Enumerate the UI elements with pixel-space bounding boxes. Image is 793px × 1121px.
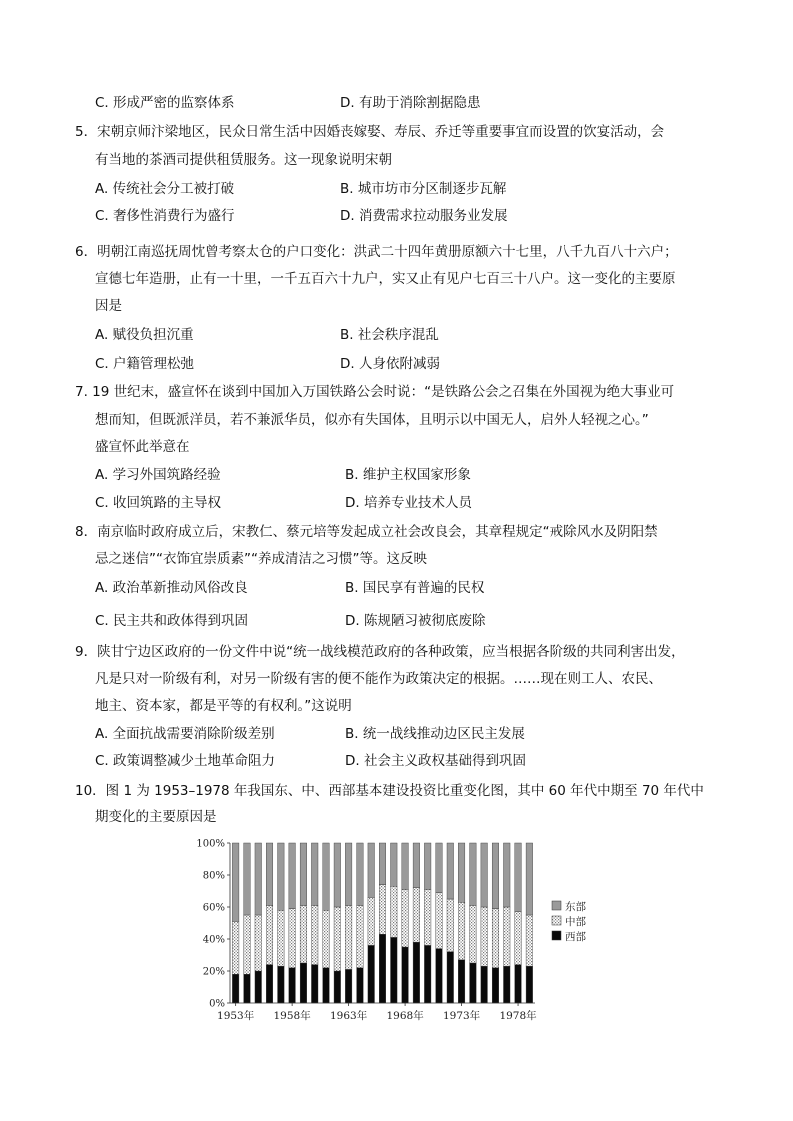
bar-东部-1961 — [323, 843, 330, 910]
bar-东部-1978 — [515, 843, 522, 912]
bar-西部-1957 — [278, 966, 285, 1003]
bar-西部-1975 — [481, 966, 488, 1003]
q9-option-b: B. 统一战线推动边区民主发展 — [345, 726, 525, 742]
bar-中部-1962 — [334, 907, 341, 971]
bar-西部-1979 — [526, 966, 533, 1003]
q4-option-d: D. 有助于消除割据隐患 — [340, 95, 481, 111]
q5-option-d: D. 消费需求拉动服务业发展 — [340, 208, 508, 224]
bar-中部-1977 — [503, 907, 510, 966]
x-tick-label: 1958年 — [273, 1010, 311, 1022]
bar-西部-1960 — [311, 965, 318, 1003]
legend-label-西部: 西部 — [565, 931, 586, 943]
legend-label-中部: 中部 — [565, 916, 586, 928]
q9-stem-line1: 9．陕甘宁边区政府的一份文件中说“统一战线模范政府的各种政策，应当根据各阶级的共同利害出发， — [75, 644, 685, 660]
bar-中部-1970 — [424, 889, 431, 945]
q5-stem-line1: 5．宋朝京师汴梁地区，民众日常生活中因婚丧嫁娶、寿辰、乔迁等重要事宜而设置的饮宴活动，会 — [75, 124, 665, 140]
bar-西部-1972 — [447, 952, 454, 1003]
bar-中部-1954 — [244, 915, 251, 974]
q9-option-d: D. 社会主义政权基础得到巩固 — [345, 753, 526, 769]
bar-东部-1956 — [266, 843, 273, 905]
bar-东部-1957 — [278, 843, 285, 910]
bar-中部-1963 — [345, 905, 352, 969]
bar-中部-1976 — [492, 909, 499, 968]
bar-西部-1977 — [503, 966, 510, 1003]
q7-stem-line2: 想而知，但既派洋员，若不兼派华员，似亦有失国体，且明示以中国无人，启外人轻视之心。” — [95, 412, 649, 428]
q6-stem-line2: 宣德七年造册，止有一十里，一千五百六十九户，实又止有见户七百三十八户。这一变化的主要原 — [95, 271, 676, 287]
bar-西部-1963 — [345, 969, 352, 1003]
q8-option-a: A. 政治革新推动风俗改良 — [95, 580, 248, 596]
bar-东部-1963 — [345, 843, 352, 905]
bar-西部-1967 — [391, 937, 398, 1003]
bar-中部-1967 — [391, 886, 398, 937]
y-tick-label: 60% — [202, 902, 225, 914]
q4-option-c: C. 形成严密的监察体系 — [95, 95, 235, 111]
q7-stem-line1: 7. 19 世纪末，盛宣怀在谈到中国加入万国铁路公会时说：“是铁路公会之召集在外国视为绝大事业可 — [75, 384, 675, 400]
bar-东部-1968 — [402, 843, 409, 889]
bar-东部-1953 — [232, 843, 239, 921]
q9-stem-line2: 凡是只对一阶级有利，对另一阶级有害的便不能作为政策决定的根据。……现在则工人、农民、 — [95, 671, 662, 687]
bar-中部-1957 — [278, 910, 285, 966]
bar-东部-1967 — [391, 843, 398, 886]
q6-stem-line1: 6．明朝江南巡抚周忱曾考察太仓的户口变化：洪武二十四年黄册原额六十七里，八千九百八十六户； — [75, 244, 678, 260]
bar-西部-1959 — [300, 963, 307, 1003]
bar-东部-1959 — [300, 843, 307, 905]
bar-西部-1966 — [379, 934, 386, 1003]
legend-swatch-西部 — [552, 931, 561, 940]
bar-中部-1961 — [323, 910, 330, 968]
q10-stem-line1: 10．图 1 为 1953–1978 年我国东、中、西部基本建设投资比重变化图，其中 60 年代中期至 70 年代中 — [75, 783, 704, 799]
q6-option-a: A. 赋役负担沉重 — [95, 327, 194, 343]
y-tick-label: 0% — [209, 998, 225, 1010]
q9-option-c: C. 政策调整减少土地革命阻力 — [95, 753, 276, 769]
q7-option-b: B. 维护主权国家形象 — [345, 467, 471, 483]
bar-西部-1978 — [515, 965, 522, 1003]
bar-中部-1974 — [470, 905, 477, 963]
q6-option-b: B. 社会秩序混乱 — [340, 327, 439, 343]
q6-stem-line3: 因是 — [95, 298, 122, 314]
bar-西部-1965 — [368, 945, 375, 1003]
bar-中部-1959 — [300, 905, 307, 963]
bar-东部-1966 — [379, 843, 386, 885]
bar-西部-1961 — [323, 968, 330, 1003]
q6-option-c: C. 户籍管理松弛 — [95, 356, 195, 372]
y-tick-label: 40% — [202, 934, 225, 946]
bar-东部-1958 — [289, 843, 296, 909]
legend-swatch-东部 — [552, 901, 561, 910]
bar-中部-1956 — [266, 905, 273, 964]
y-tick-label: 80% — [202, 870, 225, 882]
q8-option-c: C. 民主共和政体得到巩固 — [95, 613, 249, 629]
bar-西部-1968 — [402, 947, 409, 1003]
bar-中部-1955 — [255, 915, 262, 971]
q5-stem-line2: 有当地的茶酒司提供租赁服务。这一现象说明宋朝 — [95, 152, 392, 168]
bar-西部-1976 — [492, 968, 499, 1003]
bar-西部-1956 — [266, 965, 273, 1003]
bar-东部-1977 — [503, 843, 510, 907]
bar-西部-1973 — [458, 960, 465, 1003]
bar-东部-1972 — [447, 843, 454, 899]
bar-东部-1960 — [311, 843, 318, 905]
bar-西部-1969 — [413, 942, 420, 1003]
investment-share-chart — [195, 835, 615, 1030]
q7-option-a: A. 学习外国筑路经验 — [95, 467, 221, 483]
bar-东部-1962 — [334, 843, 341, 907]
q7-option-d: D. 培养专业技术人员 — [345, 495, 472, 511]
bar-中部-1966 — [379, 885, 386, 935]
bar-西部-1954 — [244, 974, 251, 1003]
x-tick-label: 1963年 — [329, 1010, 368, 1022]
x-tick-label: 1968年 — [386, 1010, 424, 1022]
q8-option-d: D. 陈规陋习被彻底废除 — [345, 613, 486, 629]
x-tick-label: 1978年 — [499, 1010, 537, 1022]
x-tick-label: 1953年 — [217, 1010, 255, 1022]
x-tick-label: 1973年 — [442, 1010, 481, 1022]
bar-中部-1964 — [357, 905, 364, 967]
bar-中部-1958 — [289, 909, 296, 968]
bar-西部-1958 — [289, 968, 296, 1003]
bar-中部-1971 — [436, 893, 443, 949]
bar-中部-1973 — [458, 902, 465, 960]
bar-中部-1965 — [368, 897, 375, 945]
q5-option-b: B. 城市坊市分区制逐步瓦解 — [340, 181, 507, 197]
q5-option-c: C. 奢侈性消费行为盛行 — [95, 208, 235, 224]
legend-swatch-中部 — [552, 916, 561, 925]
bar-东部-1955 — [255, 843, 262, 915]
bar-中部-1975 — [481, 907, 488, 966]
bar-东部-1970 — [424, 843, 431, 889]
bar-东部-1971 — [436, 843, 443, 893]
q9-option-a: A. 全面抗战需要消除阶级差别 — [95, 726, 275, 742]
bar-西部-1964 — [357, 968, 364, 1003]
legend-label-东部: 东部 — [565, 901, 586, 913]
bar-中部-1978 — [515, 912, 522, 965]
q6-option-d: D. 人身依附减弱 — [340, 356, 440, 372]
bar-西部-1970 — [424, 945, 431, 1003]
bar-东部-1976 — [492, 843, 499, 909]
bar-西部-1953 — [232, 974, 239, 1003]
bar-东部-1954 — [244, 843, 251, 915]
bar-东部-1964 — [357, 843, 364, 905]
bar-东部-1979 — [526, 843, 533, 915]
bar-中部-1960 — [311, 905, 318, 964]
q9-stem-line3: 地主、资本家，都是平等的有权利。”这说明 — [95, 698, 352, 714]
q7-option-c: C. 收回筑路的主导权 — [95, 495, 222, 511]
bar-中部-1972 — [447, 899, 454, 952]
bar-西部-1955 — [255, 971, 262, 1003]
bar-西部-1962 — [334, 971, 341, 1003]
y-tick-label: 20% — [202, 966, 225, 978]
q10-stem-line2: 期变化的主要原因是 — [95, 809, 217, 825]
q5-option-a: A. 传统社会分工被打破 — [95, 181, 235, 197]
bar-东部-1965 — [368, 843, 375, 897]
y-tick-label: 100% — [196, 838, 225, 850]
bar-中部-1979 — [526, 915, 533, 966]
q7-stem-line3: 盛宣怀此举意在 — [95, 439, 190, 455]
bar-中部-1953 — [232, 921, 239, 974]
bar-西部-1971 — [436, 949, 443, 1003]
bar-中部-1969 — [413, 888, 420, 942]
bar-东部-1973 — [458, 843, 465, 902]
bar-东部-1974 — [470, 843, 477, 905]
q8-option-b: B. 国民享有普遍的民权 — [345, 580, 485, 596]
bar-中部-1968 — [402, 889, 409, 947]
bar-东部-1969 — [413, 843, 420, 888]
q8-stem-line2: 忌之迷信”“衣饰宜崇质素”“养成清洁之习惯”等。这反映 — [95, 551, 427, 567]
bar-东部-1975 — [481, 843, 488, 907]
q8-stem-line1: 8．南京临时政府成立后，宋教仁、蔡元培等发起成立社会改良会，其章程规定“戒除风水及阴阳禁 — [75, 524, 658, 540]
bar-西部-1974 — [470, 963, 477, 1003]
